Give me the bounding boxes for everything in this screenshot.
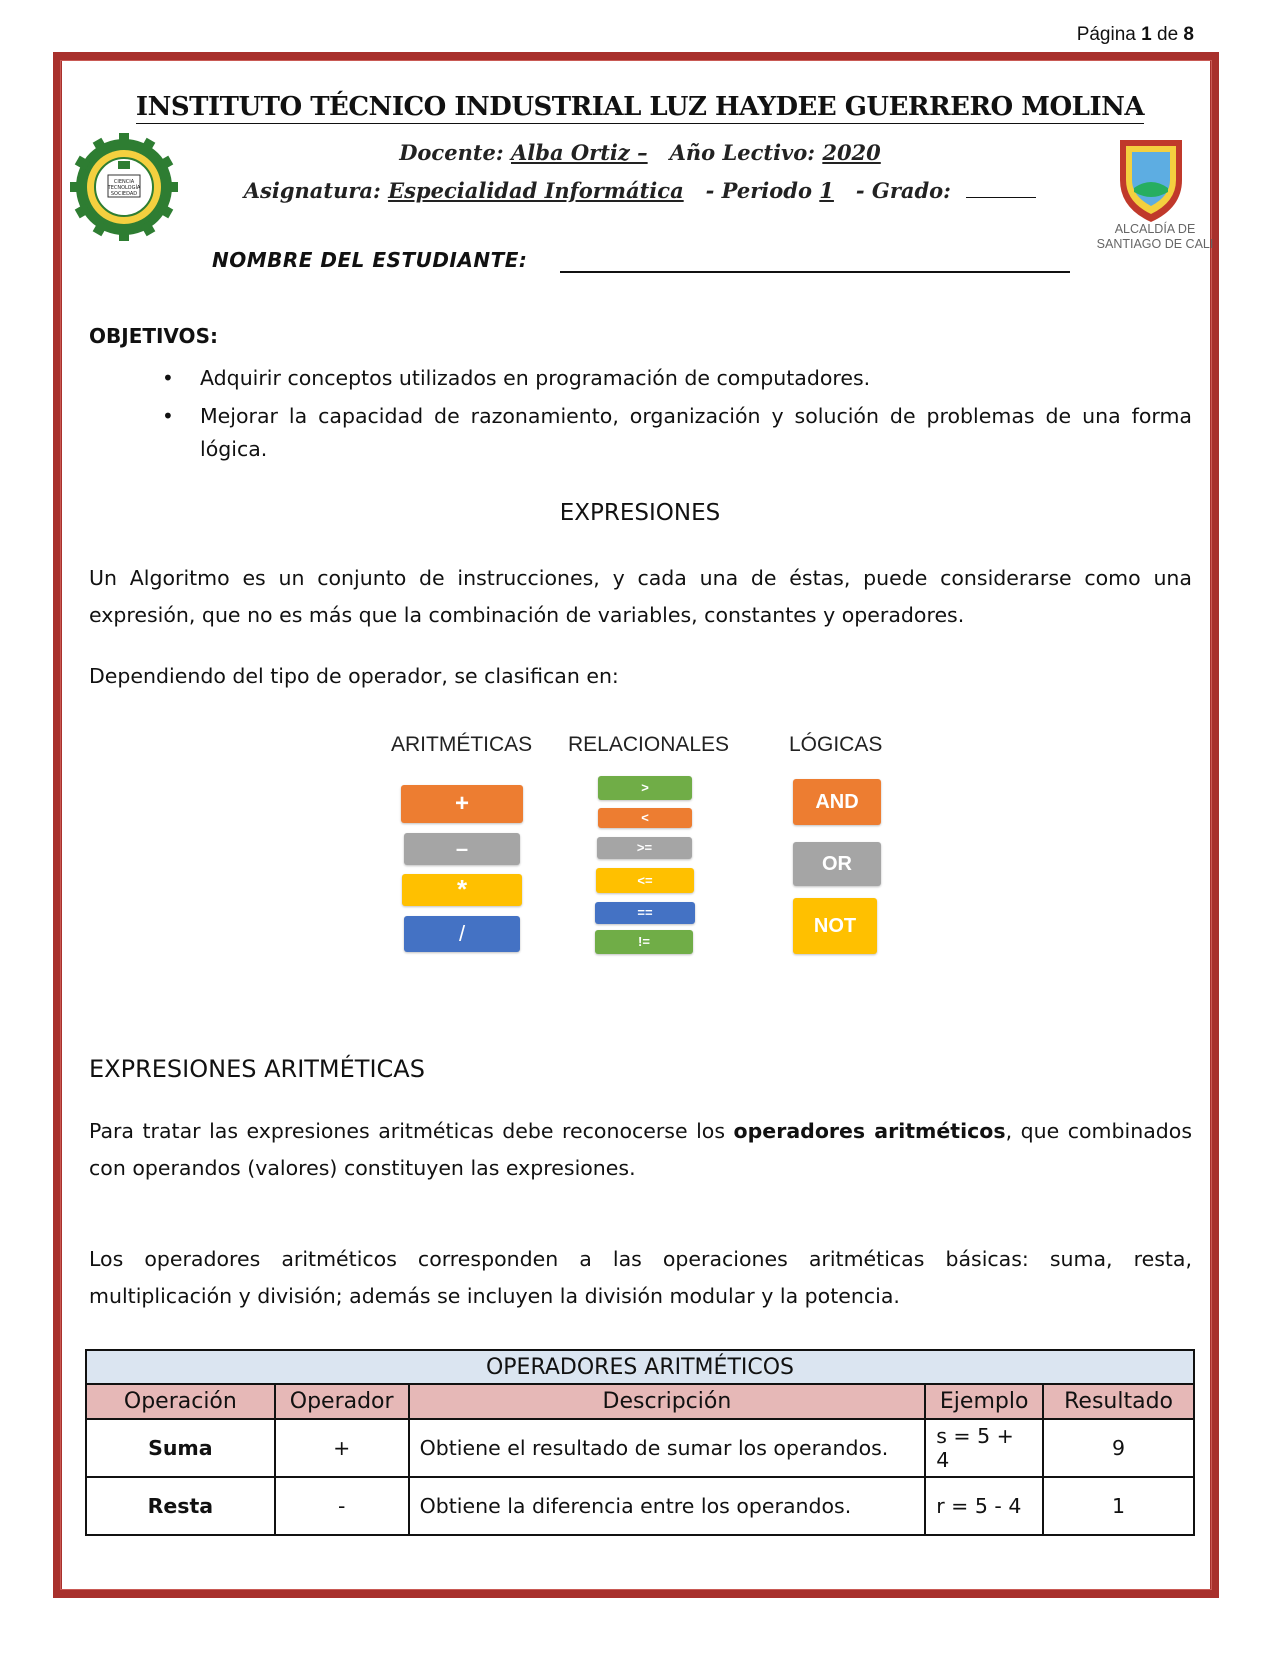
header-resultado: Resultado <box>1043 1384 1194 1419</box>
periodo-label: - Periodo <box>705 178 812 203</box>
header-operador: Operador <box>275 1384 409 1419</box>
header-ejemplo: Ejemplo <box>925 1384 1043 1419</box>
page-current: 1 <box>1141 24 1152 45</box>
svg-text:SOCIEDAD: SOCIEDAD <box>110 191 138 197</box>
objetivo-item: • Adquirir conceptos utilizados en programación de computadores. <box>162 362 1192 395</box>
expresiones-paragraph: Un Algoritmo es un conjunto de instrucciones, y cada una de éstas, puede considerarse como una expresión, que no es más que la combinación de variables, constantes y operadores. <box>89 566 1192 627</box>
rel-equal-box: == <box>595 902 695 924</box>
table-row <box>86 1477 1194 1535</box>
school-seal-logo <box>70 133 178 241</box>
logic-not-box: NOT <box>793 898 877 954</box>
page-counter-prefix: Página <box>1076 24 1136 45</box>
cell-ejemplo: s = 5 + 4 <box>925 1419 1043 1477</box>
op-multiply-box: * <box>402 874 522 906</box>
rel-not-equal-box: != <box>595 930 693 954</box>
aritmeticas-column-title: ARITMÉTICAS <box>391 733 533 756</box>
rel-greater-box: > <box>598 776 692 800</box>
op-minus-box: – <box>404 833 520 865</box>
institution-title: INSTITUTO TÉCNICO INDUSTRIAL LUZ HAYDEE GUERRERO MOLINA <box>135 92 1145 122</box>
grado-blank[interactable] <box>966 179 1036 198</box>
cell-descripcion: Obtiene la diferencia entre los operandos. <box>409 1477 926 1535</box>
cell-operador: + <box>275 1419 409 1477</box>
cell-operador: - <box>275 1477 409 1535</box>
grado-label: - Grado: <box>855 178 951 203</box>
cell-operacion: Suma <box>86 1419 275 1477</box>
header-descripcion: Descripción <box>409 1384 926 1419</box>
logicas-column-title: LÓGICAS <box>789 733 883 756</box>
cell-descripcion: Obtiene el resultado de sumar los operandos. <box>409 1419 926 1477</box>
asignatura-label: Asignatura: <box>243 178 381 203</box>
alcaldia-caption: ALCALDÍA DE SANTIAGO DE CALI <box>1096 222 1214 251</box>
cell-ejemplo: r = 5 - 4 <box>925 1477 1043 1535</box>
operadores-aritmeticos-bold: operadores aritméticos <box>733 1119 1006 1143</box>
page-counter <box>1077 24 1194 46</box>
year-label: Año Lectivo: <box>669 140 816 165</box>
expresiones-heading: EXPRESIONES <box>559 500 721 526</box>
student-name-label: NOMBRE DEL ESTUDIANTE: <box>212 248 528 272</box>
table-row <box>86 1419 1194 1477</box>
relacionales-column-title: RELACIONALES <box>568 733 730 756</box>
rel-greater-equal-box: >= <box>597 837 692 859</box>
page-total: 8 <box>1183 24 1194 45</box>
docente-label: Docente: <box>399 140 504 165</box>
objetivos-title: OBJETIVOS: <box>89 324 218 348</box>
periodo-value: 1 <box>819 178 834 203</box>
logic-or-box: OR <box>793 842 881 886</box>
objetivo-item: • Mejorar la capacidad de razonamiento, organización y solución de problemas de una forma lógica. <box>162 400 1192 466</box>
docente-name: Alba Ortiz – <box>510 140 648 165</box>
clasificacion-paragraph: Dependiendo del tipo de operador, se clasifican en: <box>89 664 619 688</box>
expresiones-aritmeticas-heading: EXPRESIONES ARITMÉTICAS <box>89 1055 425 1083</box>
cell-resultado: 1 <box>1043 1477 1194 1535</box>
asignatura-value: Especialidad Informática <box>388 178 684 203</box>
logic-and-box: AND <box>793 779 881 825</box>
operaciones-basicas-paragraph: Los operadores aritméticos corresponden a las operaciones aritméticas básicas: suma, resta, multiplicación y división; además se incluyen la división modular y la potencia. <box>89 1247 1192 1308</box>
objetivos-list <box>162 362 1192 471</box>
svg-text:TECNOLOGÍA: TECNOLOGÍA <box>107 185 141 191</box>
table-title: OPERADORES ARITMÉTICOS <box>86 1350 1194 1384</box>
page-counter-middle: de <box>1157 24 1179 45</box>
op-divide-box: / <box>404 916 520 952</box>
operadores-table <box>85 1349 1195 1536</box>
op-plus-box: + <box>401 785 523 823</box>
student-name-field[interactable] <box>560 271 1070 273</box>
rel-less-equal-box: <= <box>596 868 694 893</box>
header-operacion: Operación <box>86 1384 275 1419</box>
cell-resultado: 9 <box>1043 1419 1194 1477</box>
svg-text:CIENCIA: CIENCIA <box>113 179 135 185</box>
operadores-paragraph: Para tratar las expresiones aritméticas debe reconocerse los operadores aritméticos, que combinados con operandos (valores) constituyen las expresiones. <box>89 1119 1193 1180</box>
rel-less-box: < <box>598 808 692 828</box>
cell-operacion: Resta <box>86 1477 275 1535</box>
year-value: 2020 <box>822 140 881 165</box>
